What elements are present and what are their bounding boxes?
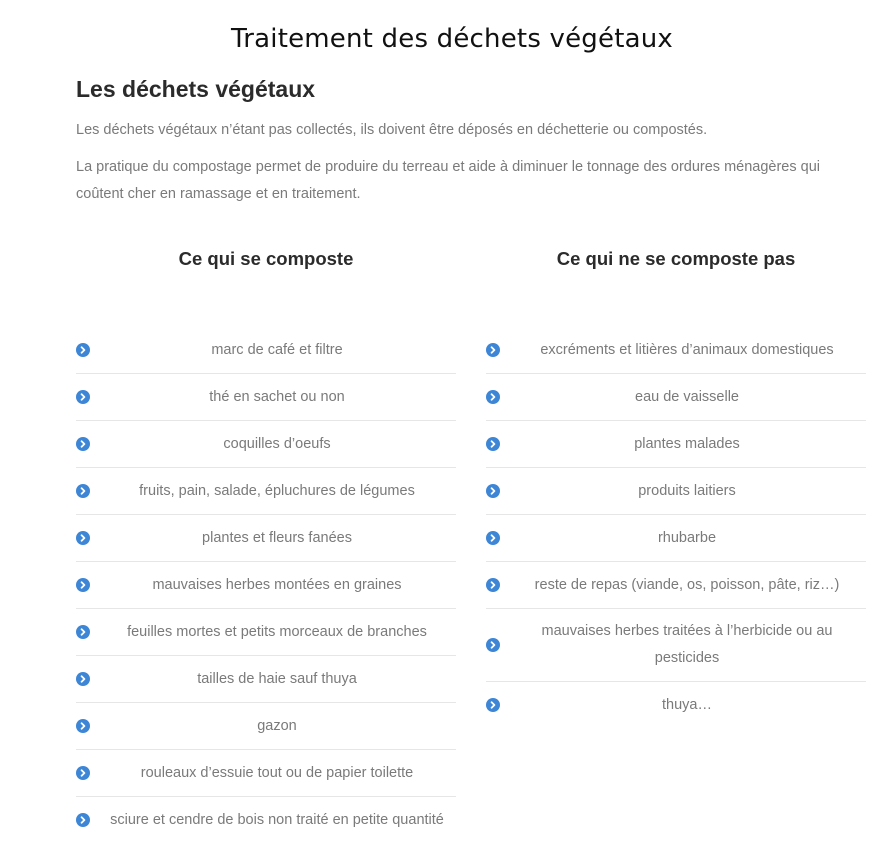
intro-paragraph-2: La pratique du compostage permet de produire du terreau et aide à diminuer le tonnage des ordures ménagères qui coûtent cher en ramassage et en traitement.: [76, 159, 821, 202]
list-item: [76, 749, 456, 796]
chevron-circle-right-icon: [486, 390, 500, 404]
list-item: [486, 514, 866, 561]
list-item: [76, 561, 456, 608]
list-item: [486, 561, 866, 608]
compostable-heading: Ce qui se composte: [178, 248, 354, 269]
list-item-text: rhubarbe: [657, 529, 717, 546]
list-item: [486, 681, 866, 728]
list-item-text: coquilles d’oeufs: [223, 435, 331, 452]
list-item-text: gazon: [257, 717, 297, 734]
chevron-circle-right-icon: [486, 484, 500, 498]
not-compostable-column: [486, 244, 866, 728]
list-item-text: thuya…: [662, 696, 712, 713]
chevron-circle-right-icon: [486, 531, 500, 545]
list-item: [76, 608, 456, 655]
list-item-text: rouleaux d’essuie tout ou de papier toilette: [140, 764, 414, 781]
not-compostable-list: [486, 327, 866, 728]
list-item: [76, 373, 456, 420]
list-item-text: mauvaises herbes montées en graines: [152, 576, 402, 593]
chevron-circle-right-icon: [76, 672, 90, 686]
list-item: [486, 327, 866, 373]
list-item: [486, 420, 866, 467]
list-item-text: thé en sachet ou non: [209, 388, 345, 405]
list-item-text: tailles de haie sauf thuya: [197, 670, 357, 687]
chevron-circle-right-icon: [76, 437, 90, 451]
chevron-circle-right-icon: [76, 343, 90, 357]
list-item: [76, 467, 456, 514]
list-item-text: plantes malades: [634, 435, 740, 452]
list-item-text: mauvaises herbes traitées à l’herbicide ou au pesticides: [541, 623, 833, 666]
chevron-circle-right-icon: [76, 484, 90, 498]
compostable-column: [76, 244, 456, 843]
chevron-circle-right-icon: [76, 531, 90, 545]
list-item-text: produits laitiers: [638, 482, 736, 499]
chevron-circle-right-icon: [76, 719, 90, 733]
list-item-text: eau de vaisselle: [635, 388, 739, 405]
list-item: [76, 655, 456, 702]
list-item-text: reste de repas (viande, os, poisson, pâte, riz…): [534, 576, 840, 593]
chevron-circle-right-icon: [486, 698, 500, 712]
list-item: [486, 467, 866, 514]
list-item-text: marc de café et filtre: [211, 341, 343, 358]
list-item: [76, 796, 456, 843]
chevron-circle-right-icon: [76, 390, 90, 404]
list-item: [76, 702, 456, 749]
chevron-circle-right-icon: [486, 638, 500, 652]
chevron-circle-right-icon: [486, 343, 500, 357]
list-item-text: plantes et fleurs fanées: [202, 529, 352, 546]
chevron-circle-right-icon: [486, 437, 500, 451]
intro-paragraph-1: Les déchets végétaux n’étant pas collectés, ils doivent être déposés en déchetterie ou compostés.: [76, 122, 708, 138]
list-item-text: fruits, pain, salade, épluchures de légumes: [139, 482, 415, 499]
chevron-circle-right-icon: [76, 578, 90, 592]
chevron-circle-right-icon: [76, 813, 90, 827]
list-item-text: feuilles mortes et petits morceaux de branches: [127, 623, 427, 640]
list-item: [486, 608, 866, 681]
list-item-text: sciure et cendre de bois non traité en petite quantité: [110, 811, 444, 828]
section-heading: Les déchets végétaux: [76, 76, 316, 102]
list-item: [76, 327, 456, 373]
page-title: Traitement des déchets végétaux: [230, 24, 674, 54]
chevron-circle-right-icon: [486, 578, 500, 592]
chevron-circle-right-icon: [76, 766, 90, 780]
list-item: [486, 373, 866, 420]
compostable-list: [76, 327, 456, 843]
chevron-circle-right-icon: [76, 625, 90, 639]
not-compostable-heading: Ce qui ne se composte pas: [556, 248, 796, 269]
list-item: [76, 514, 456, 561]
list-item-text: excréments et litières d’animaux domestiques: [540, 341, 834, 358]
list-item: [76, 420, 456, 467]
